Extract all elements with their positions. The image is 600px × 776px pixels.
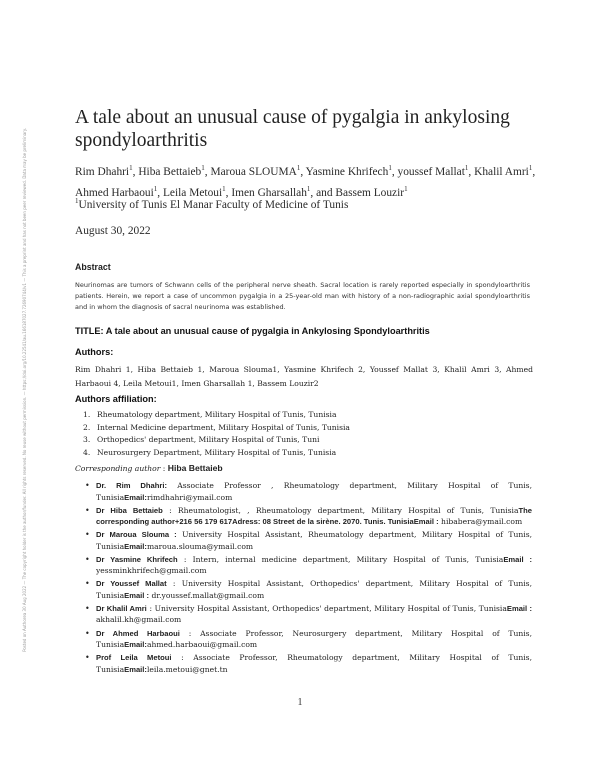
abstract-heading: Abstract bbox=[75, 262, 111, 272]
email-label: Email: bbox=[124, 541, 147, 551]
person-role: : Associate Professor, Rheumatology department, Military Hospital of Tunis, Tunisia bbox=[96, 653, 532, 674]
email-label: Email : bbox=[506, 603, 532, 613]
page-number: 1 bbox=[297, 697, 303, 708]
list-item bbox=[83, 422, 350, 435]
list-item bbox=[85, 505, 533, 528]
bullet-icon: • bbox=[85, 579, 90, 589]
bullet-icon: • bbox=[85, 505, 90, 515]
corresponding-author bbox=[75, 463, 223, 473]
authors-heading: Authors: bbox=[75, 347, 114, 357]
person-name: Prof Leila Metoui bbox=[96, 653, 172, 663]
bullet-icon: • bbox=[85, 603, 90, 613]
affiliation-line bbox=[75, 197, 348, 211]
author-name: Bassem Louzir bbox=[335, 186, 405, 199]
email-address[interactable]: rimdhahri@ymail.com bbox=[146, 492, 233, 502]
person-role: University Hospital Assistant, Rheumatology department, Military Hospital of Tunis, Tunisia bbox=[96, 530, 533, 551]
email-address[interactable]: yessminkhrifech@gmail.com bbox=[96, 566, 207, 576]
person-role: : University Hospital Assistant, Orthopedics' department, Military Hospital of Tunis, Tunisia bbox=[146, 603, 507, 613]
list-text: Rheumatology department, Military Hospital of Tunis, Tunisia bbox=[97, 410, 337, 419]
list-number: 4. bbox=[83, 447, 91, 457]
person-name: Dr. Rim Dhahri: bbox=[96, 481, 167, 490]
person-role: Associate Professor , Rheumatology department, Military Hospital of Tunis, Tunisia bbox=[96, 481, 532, 502]
list-item bbox=[85, 628, 532, 651]
author-separator: , and bbox=[310, 186, 336, 199]
author-separator: , bbox=[391, 165, 398, 178]
author-name: Maroua SLOUMA bbox=[210, 165, 297, 178]
author-affiliation-sup: 1 bbox=[404, 184, 408, 193]
person-role: : Rheumatologist, , Rheumatology department, Military Hospital of Tunis, Tunisia bbox=[162, 505, 519, 515]
author-affiliation-sup: 1 bbox=[464, 164, 469, 172]
bullet-icon: • bbox=[85, 481, 90, 490]
section-title: TITLE: A tale about an unusual cause of pygalgia in Ankylosing Spondyloarthritis bbox=[75, 326, 430, 336]
author-separator: , bbox=[204, 165, 211, 178]
bullet-icon: • bbox=[85, 530, 90, 540]
list-item bbox=[85, 480, 532, 503]
author-affiliation-sup: 1 bbox=[201, 164, 205, 172]
corresponding-sep: : bbox=[160, 464, 168, 473]
email-label: Email: bbox=[124, 664, 147, 674]
author-affiliation-sup: 1 bbox=[222, 184, 226, 193]
abstract-text: Neurinomas are tumors of Schwann cells of the peripheral nerve sheath. Sacral location is rarely reported especially in spondyloarthritis patients. Herein, we report a case of uncommon pygalgia in a 25-year-old man with history of a non-radiographic axial spondyloarthritis and in whom the diagnosis of sacral neurinoma was established. bbox=[75, 281, 530, 312]
side-watermark-note bbox=[2, 70, 27, 710]
email-label: Email : bbox=[124, 590, 150, 600]
email-address[interactable]: leila.metoui@gnet.tn bbox=[146, 664, 228, 674]
list-item bbox=[85, 603, 532, 626]
author-affiliation-sup: 1 bbox=[306, 184, 311, 193]
person-name: Dr Maroua Slouma : bbox=[96, 530, 177, 540]
email-label: Email: bbox=[124, 492, 147, 502]
author-details-list bbox=[85, 480, 533, 677]
person-name: Dr Hiba Bettaieb bbox=[96, 505, 163, 515]
email-address[interactable]: dr.youssef.mallat@gmail.com bbox=[149, 590, 265, 600]
author-affiliation-sup: 1 bbox=[153, 184, 158, 193]
affiliation-list bbox=[83, 409, 350, 459]
person-role: : University Hospital Assistant, Orthopedics' department, Military Hospital of Tunis, Tunisia bbox=[96, 579, 532, 600]
author-separator: , bbox=[157, 186, 163, 199]
person-name: Dr Ahmed Harbaoui bbox=[96, 628, 180, 638]
author-name: Imen Gharsallah bbox=[231, 186, 307, 199]
list-item bbox=[85, 529, 533, 552]
person-name: Dr Yasmine Khrifech bbox=[96, 554, 178, 564]
list-number: 3. bbox=[83, 435, 91, 444]
list-item bbox=[85, 652, 532, 675]
email-address[interactable]: akhalil.kh@gmail.com bbox=[96, 615, 182, 625]
author-separator: , bbox=[225, 186, 232, 199]
list-item bbox=[83, 409, 350, 422]
author-line bbox=[75, 160, 545, 202]
paper-title: A tale about an unusual cause of pygalgia in ankylosing spondyloarthritis bbox=[75, 107, 510, 151]
list-text: Neurosurgery Department, Military Hospital of Tunis, Tunisia bbox=[97, 447, 337, 457]
email-address[interactable]: ahmed.harbaoui@gmail.com bbox=[146, 640, 258, 650]
authors-list: Rim Dhahri 1, Hiba Bettaieb 1, Maroua Slouma1, Yasmine Khrifech 2, Youssef Mallat 3, Khalil Amri 3, Ahmed Harbaoui 4, Leila Metoui1, Imen Gharsallah 1, Bassem Louzir2 bbox=[75, 365, 533, 388]
bullet-icon: • bbox=[85, 628, 90, 638]
affiliation-sup: 1 bbox=[75, 197, 79, 205]
author-affiliation-sup: 1 bbox=[388, 164, 392, 172]
author-separator: , bbox=[300, 165, 306, 178]
author-separator: , bbox=[532, 165, 536, 178]
publication-date: August 30, 2022 bbox=[75, 225, 151, 237]
corresponding-name: Hiba Bettaieb bbox=[167, 463, 223, 473]
side-watermark-text: Posted on Authorea 30 Aug 2022 — The copyright holder is the author/funder. All rights reserved. No reuse without permission. — https://doi.org/10.22541/au.166187027.72690744/v1 — This a preprint and has not been peer reviewed. Data may be preliminary. bbox=[22, 128, 27, 652]
list-item bbox=[85, 578, 532, 601]
list-item bbox=[83, 434, 350, 447]
person-role: : Intern, internal medicine department, Military Hospital of Tunis, Tunisia bbox=[177, 554, 504, 564]
corresponding-label: Corresponding author bbox=[75, 464, 161, 473]
list-item bbox=[85, 554, 533, 577]
affiliation-heading: Authors affiliation: bbox=[75, 394, 157, 404]
bullet-icon: • bbox=[85, 554, 90, 564]
bullet-icon: • bbox=[85, 653, 90, 663]
author-name: Yasmine Khrifech bbox=[305, 165, 389, 178]
list-number: 1. bbox=[83, 410, 91, 419]
author-name: Leila Metoui bbox=[162, 186, 223, 199]
email-address[interactable]: maroua.slouma@ymail.com bbox=[146, 541, 254, 551]
person-name: Dr Khalil Amri bbox=[96, 603, 147, 613]
affiliation-text: University of Tunis El Manar Faculty of Medicine of Tunis bbox=[78, 198, 349, 211]
email-label: Email : bbox=[503, 554, 533, 564]
list-item bbox=[83, 447, 350, 460]
author-name: Rim Dhahri bbox=[75, 165, 130, 178]
list-text: Orthopedics' department, Military Hospital of Tunis, Tuni bbox=[97, 435, 320, 444]
person-name: Dr Youssef Mallat bbox=[96, 579, 167, 589]
author-separator: , bbox=[468, 165, 475, 178]
list-number: 2. bbox=[83, 422, 91, 432]
author-name: Ahmed Harbaoui bbox=[75, 186, 154, 199]
author-affiliation-sup: 1 bbox=[528, 164, 533, 172]
email-address[interactable]: hibabera@ymail.com bbox=[438, 517, 523, 527]
author-name: youssef Mallat bbox=[397, 165, 465, 178]
list-text: Internal Medicine department, Military Hospital of Tunis, Tunisia bbox=[97, 422, 350, 432]
author-affiliation-sup: 1 bbox=[129, 164, 133, 172]
person-role: : Associate Professor, Neurosurgery department, Military Hospital of Tunis, Tunisia bbox=[96, 628, 532, 650]
author-separator: , bbox=[132, 165, 139, 178]
email-label: Email: bbox=[124, 640, 147, 650]
email-label: The corresponding author+216 56 179 617Adress: 08 Street de la sirène. 2070. Tunis. TunisiaEmail : bbox=[96, 505, 533, 527]
author-name: Hiba Bettaieb bbox=[138, 165, 202, 178]
author-affiliation-sup: 1 bbox=[296, 164, 301, 172]
author-name: Khalil Amri bbox=[474, 165, 529, 178]
